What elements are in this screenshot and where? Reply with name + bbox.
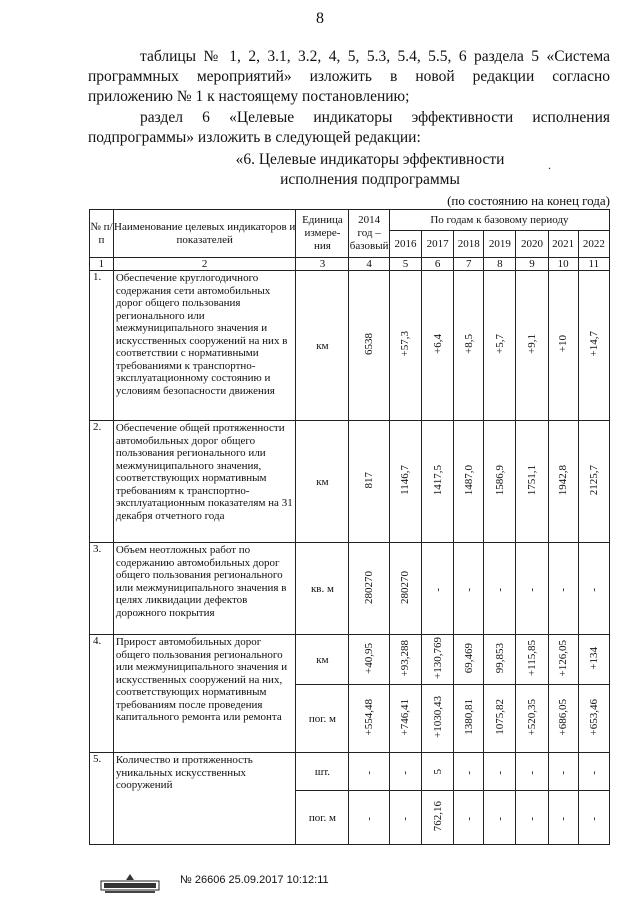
cell-value: 1075,82 — [493, 699, 506, 735]
cell-value: - — [557, 770, 570, 775]
cell-value: - — [363, 770, 376, 775]
cell-value: +126,05 — [557, 639, 570, 677]
header-year: 2019 — [484, 231, 516, 258]
document-number: № 26606 25.09.2017 10:12:11 — [180, 874, 329, 886]
cell-value: +686,05 — [557, 698, 570, 736]
indicator-unit: пог. м — [296, 791, 349, 845]
table-row — [90, 543, 610, 635]
cell-value: +8,5 — [462, 334, 475, 354]
cell-value: 280270 — [363, 570, 376, 604]
indicator-unit: км — [296, 271, 349, 421]
state-note: (по состоянию на конец года) — [447, 193, 610, 208]
cell-value: 280270 — [399, 570, 412, 604]
column-index: 5 — [389, 258, 421, 271]
cell-value: +1030,43 — [431, 696, 444, 738]
cell-value: 1146,7 — [399, 465, 412, 495]
cell-value: - — [587, 587, 600, 592]
government-stamp-icon — [100, 872, 160, 894]
cell-value: 1380,81 — [462, 699, 475, 735]
indicator-unit: шт. — [296, 753, 349, 791]
indicator-name: Обеспечение общей протяженности автомобильных дорог общего пользования регионального или межмуниципального значения, соответствующих нормативным требованиям к транспортно-эксплуатационным показателям на 31 декабря отчетного года — [113, 421, 296, 543]
cell-value: - — [557, 587, 570, 592]
cell-value: - — [431, 587, 444, 592]
cell-value: 6538 — [363, 333, 376, 355]
indicator-unit: км — [296, 635, 349, 685]
cell-value: - — [399, 816, 412, 821]
cell-value: - — [526, 587, 539, 592]
indicator-name: Объем неотложных работ по содержанию автомобильных дорог общего пользования регионального или межмуниципального значения в целях ликвидации дефектов дорожного покрытия — [113, 543, 296, 635]
header-year: 2018 — [454, 231, 484, 258]
indicator-unit: кв. м — [296, 543, 349, 635]
heading-line1: «6. Целевые индикаторы эффективности — [235, 151, 505, 168]
cell-value: - — [399, 770, 412, 775]
cell-value: - — [493, 587, 506, 592]
heading-line2: исполнения подпрограммы — [280, 171, 460, 188]
indicator-unit: пог. м — [296, 685, 349, 753]
header-num: № п/п — [90, 210, 114, 258]
cell-value: 1942,8 — [557, 464, 570, 496]
column-index: 4 — [349, 258, 389, 271]
cell-value: +14,7 — [587, 331, 600, 357]
cell-value: 5 — [431, 769, 444, 775]
row-number: 5. — [90, 753, 114, 845]
header-year: 2017 — [422, 231, 454, 258]
page-number: 8 — [316, 10, 324, 27]
column-index: 7 — [454, 258, 484, 271]
indicators-table — [89, 209, 610, 845]
cell-value: +40,95 — [363, 642, 376, 674]
header-base: 2014 год – базовый — [349, 210, 389, 258]
cell-value: - — [557, 816, 570, 821]
cell-value: - — [587, 770, 600, 775]
column-index: 9 — [516, 258, 548, 271]
cell-value: - — [462, 816, 475, 821]
table-row — [90, 421, 610, 543]
indicator-name: Количество и протяженность уникальных искусственных сооружений — [113, 753, 296, 845]
column-index: 1 — [90, 258, 114, 271]
cell-value: +115,85 — [526, 639, 539, 677]
indicator-unit: км — [296, 421, 349, 543]
cell-value: +134 — [587, 646, 600, 670]
column-index: 3 — [296, 258, 349, 271]
cell-value: +554,48 — [363, 698, 376, 736]
cell-value: +93,288 — [399, 639, 412, 677]
cell-value: 762,16 — [431, 800, 444, 832]
cell-value: - — [462, 587, 475, 592]
cell-value: - — [493, 816, 506, 821]
cell-value: +6,4 — [431, 334, 444, 354]
cell-value: 1417,5 — [431, 464, 444, 496]
cell-value: 1487,0 — [462, 464, 475, 496]
cell-value: +9,1 — [526, 334, 539, 354]
table-row — [90, 635, 610, 685]
stray-mark: . — [548, 158, 551, 172]
cell-value: +57,3 — [399, 331, 412, 357]
column-index: 11 — [578, 258, 609, 271]
cell-value: +653,46 — [587, 698, 600, 736]
cell-value: 1751,1 — [526, 464, 539, 496]
cell-value: +520,35 — [526, 698, 539, 736]
cell-value: - — [462, 770, 475, 775]
section-heading — [150, 150, 590, 190]
cell-value: - — [526, 770, 539, 775]
cell-value: 2125,7 — [587, 464, 600, 496]
table-row — [90, 753, 610, 791]
column-index: 2 — [113, 258, 296, 271]
cell-value: - — [587, 816, 600, 821]
cell-value: 1586,9 — [493, 464, 506, 496]
cell-value: 99,853 — [493, 642, 506, 674]
header-year: 2022 — [578, 231, 609, 258]
header-unit: Единица измере-ния — [296, 210, 349, 258]
cell-value: +5,7 — [493, 334, 506, 354]
row-number: 1. — [90, 271, 114, 421]
row-number: 4. — [90, 635, 114, 753]
column-index: 10 — [548, 258, 578, 271]
document-footer — [100, 868, 500, 894]
cell-value: +130,769 — [431, 637, 444, 679]
column-index: 6 — [422, 258, 454, 271]
header-years-group: По годам к базовому периоду — [389, 210, 609, 231]
cell-value: +746,41 — [399, 698, 412, 736]
header-year: 2021 — [548, 231, 578, 258]
table-row — [90, 271, 610, 421]
row-number: 3. — [90, 543, 114, 635]
cell-value: 69,469 — [462, 642, 475, 674]
cell-value: +10 — [557, 335, 570, 353]
column-index: 8 — [484, 258, 516, 271]
cell-value: - — [493, 770, 506, 775]
cell-value: - — [526, 816, 539, 821]
cell-value: - — [363, 816, 376, 821]
column-index-row — [90, 258, 610, 271]
header-year: 2016 — [389, 231, 421, 258]
header-name: Наименование целевых индикаторов и показателей — [113, 210, 296, 258]
indicator-name: Обеспечение круглогодичного содержания сети автомобильных дорог общего пользования регионального или межмуниципального значения и искусственных сооружений на них в соответствии с нормативными требованиями к транспортно-эксплуатационному состоянию и условиям безопасности движения — [113, 271, 296, 421]
header-year: 2020 — [516, 231, 548, 258]
paragraph-section6: раздел 6 «Целевые индикаторы эффективности исполнения подпрограммы» изложить в следующей редакции: — [88, 109, 610, 146]
paragraph-tables: таблицы № 1, 2, 3.1, 3.2, 4, 5, 5.3, 5.4, 5.5, 6 раздела 5 «Система программных мероприятий» изложить в новой редакции согласно приложению № 1 к настоящему постановлению; — [88, 48, 610, 105]
cell-value: 817 — [363, 471, 376, 489]
indicator-name: Прирост автомобильных дорог общего пользования регионального или межмуниципального значения и искусственных сооружений на них, соответствующих нормативным требованиям после проведения капитального ремонта или ремонта — [113, 635, 296, 753]
row-number: 2. — [90, 421, 114, 543]
